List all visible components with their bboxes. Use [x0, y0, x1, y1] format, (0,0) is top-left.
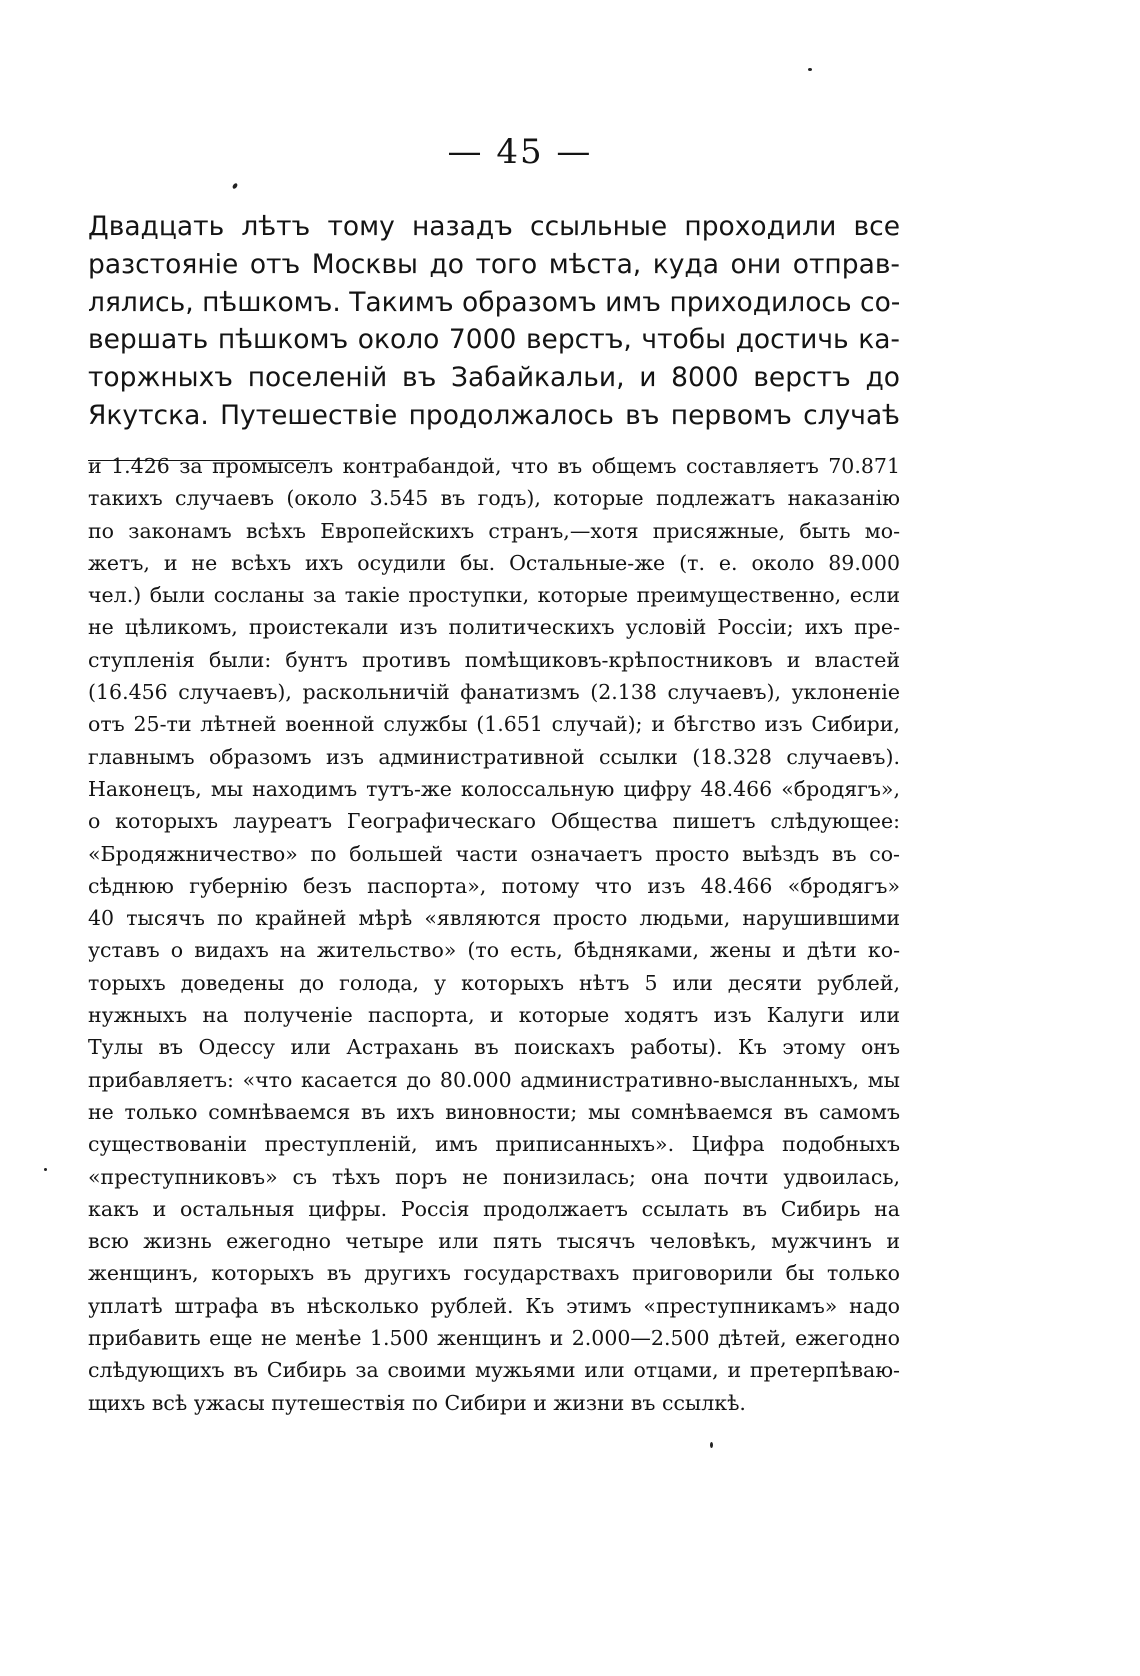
footnote-line: «преступниковъ» съ тѣхъ поръ не понизилась; она почти удвоилась, — [88, 1164, 900, 1189]
footnote-line: и 1.426 за промыселъ контрабандой, что въ общемъ составляетъ 70.871 — [88, 454, 900, 478]
main-text-line: Двадцать лѣтъ тому назадъ ссыльные проходили все — [88, 211, 900, 242]
footnote-line: чел.) были сосланы за такіе проступки, которые преимущественно, если — [88, 583, 900, 608]
footnote-line: о которыхъ лауреатъ Географическаго Общества пишетъ слѣдующее: — [88, 809, 900, 834]
footnote-line: главнымъ образомъ изъ административной ссылки (18.328 случаевъ). — [88, 744, 900, 769]
main-text-line: вершать пѣшкомъ около 7000 верстъ, чтобы достичь ка- — [88, 324, 900, 356]
footnote-line: не только сомнѣваемся въ ихъ виновности; мы сомнѣваемся въ самомъ — [88, 1099, 900, 1124]
footnote-line: ступленія были: бунтъ противъ помѣщиковъ-крѣпостниковъ и властей — [88, 647, 900, 672]
page-number: — 45 — — [447, 132, 593, 172]
footnote-line: уставъ о видахъ на жительство» (то есть, бѣдняками, жены и дѣти ко- — [88, 938, 900, 963]
footnote-line: (16.456 случаевъ), раскольничій фанатизмъ (2.138 случаевъ), уклоненіе — [88, 680, 900, 705]
footnote-line: не цѣликомъ, проистекали изъ политическихъ условій Россіи; ихъ пре- — [88, 615, 900, 640]
footnote-line: всю жизнь ежегодно четыре или пять тысячъ человѣкъ, мужчинъ и — [88, 1229, 900, 1254]
footnote-line: Тулы въ Одессу или Астрахань въ поискахъ работы). Къ этому онъ — [88, 1035, 900, 1060]
footnote-line: щихъ всѣ ужасы путешествія по Сибири и жизни въ ссылкѣ. — [88, 1390, 746, 1415]
footnote-line: нужныхъ на полученіе паспорта, и которые ходятъ изъ Калуги или — [88, 1003, 900, 1028]
main-text-line: Якутска. Путешествіе продолжалось въ первомъ случаѣ — [88, 399, 900, 431]
footnote-line: торыхъ доведены до голода, у которыхъ нѣтъ 5 или десяти рублей, — [88, 970, 900, 995]
footnote — [88, 450, 900, 1419]
footnote-line: 40 тысячъ по крайней мѣрѣ «являются просто людьми, нарушившими — [88, 906, 900, 931]
footnote-line: сѣднюю губернію безъ паспорта», потому что изъ 48.466 «бродягъ» — [88, 873, 900, 898]
main-text-line: лялись, пѣшкомъ. Такимъ образомъ имъ приходилось со- — [88, 286, 901, 318]
scan-speck — [232, 182, 239, 189]
footnote-line: женщинъ, которыхъ въ другихъ государствахъ приговорили бы только — [88, 1261, 900, 1286]
footnote-line: какъ и остальныя цифры. Россія продолжаетъ ссылать въ Сибирь на — [88, 1196, 900, 1221]
footnote-line: Наконецъ, мы находимъ тутъ-же колоссальную цифру 48.466 «бродягъ», — [88, 776, 900, 801]
footnote-line: такихъ случаевъ (около 3.545 въ годъ), которые подлежатъ наказанію — [88, 486, 900, 511]
footnote-line: уплатѣ штрафа въ нѣсколько рублей. Къ этимъ «преступникамъ» надо — [88, 1293, 900, 1318]
footnote-line: по законамъ всѣхъ Европейскихъ странъ,—хотя присяжные, быть мо- — [88, 518, 900, 543]
main-text — [88, 208, 900, 435]
footnote-line: жетъ, и не всѣхъ ихъ осудили бы. Остальные-же (т. е. около 89.000 — [88, 550, 900, 575]
footnote-line: прибавляетъ: «что касается до 80.000 административно-высланныхъ, мы — [88, 1067, 900, 1092]
main-text-line: торжныхъ поселеній въ Забайкальи, и 8000 верстъ до — [88, 362, 900, 394]
main-text-line: разстояніе отъ Москвы до того мѣста, куда они отправ- — [88, 248, 900, 280]
footnote-line: существованіи преступленій, имъ приписанныхъ». Цифра подобныхъ — [88, 1132, 900, 1157]
scan-speck — [710, 1442, 713, 1448]
scan-speck — [44, 1168, 47, 1171]
footnote-line: «Бродяжничество» по большей части означаетъ просто выѣздъ въ со- — [88, 841, 900, 866]
footnote-line: слѣдующихъ въ Сибирь за своими мужьями или отцами, и претерпѣваю- — [88, 1358, 900, 1383]
footnote-line: прибавить еще не менѣе 1.500 женщинъ и 2.000—2.500 дѣтей, ежегодно — [88, 1326, 900, 1351]
footnote-line: отъ 25-ти лѣтней военной службы (1.651 случай); и бѣгство изъ Сибири, — [88, 712, 900, 737]
scan-speck — [808, 68, 812, 71]
